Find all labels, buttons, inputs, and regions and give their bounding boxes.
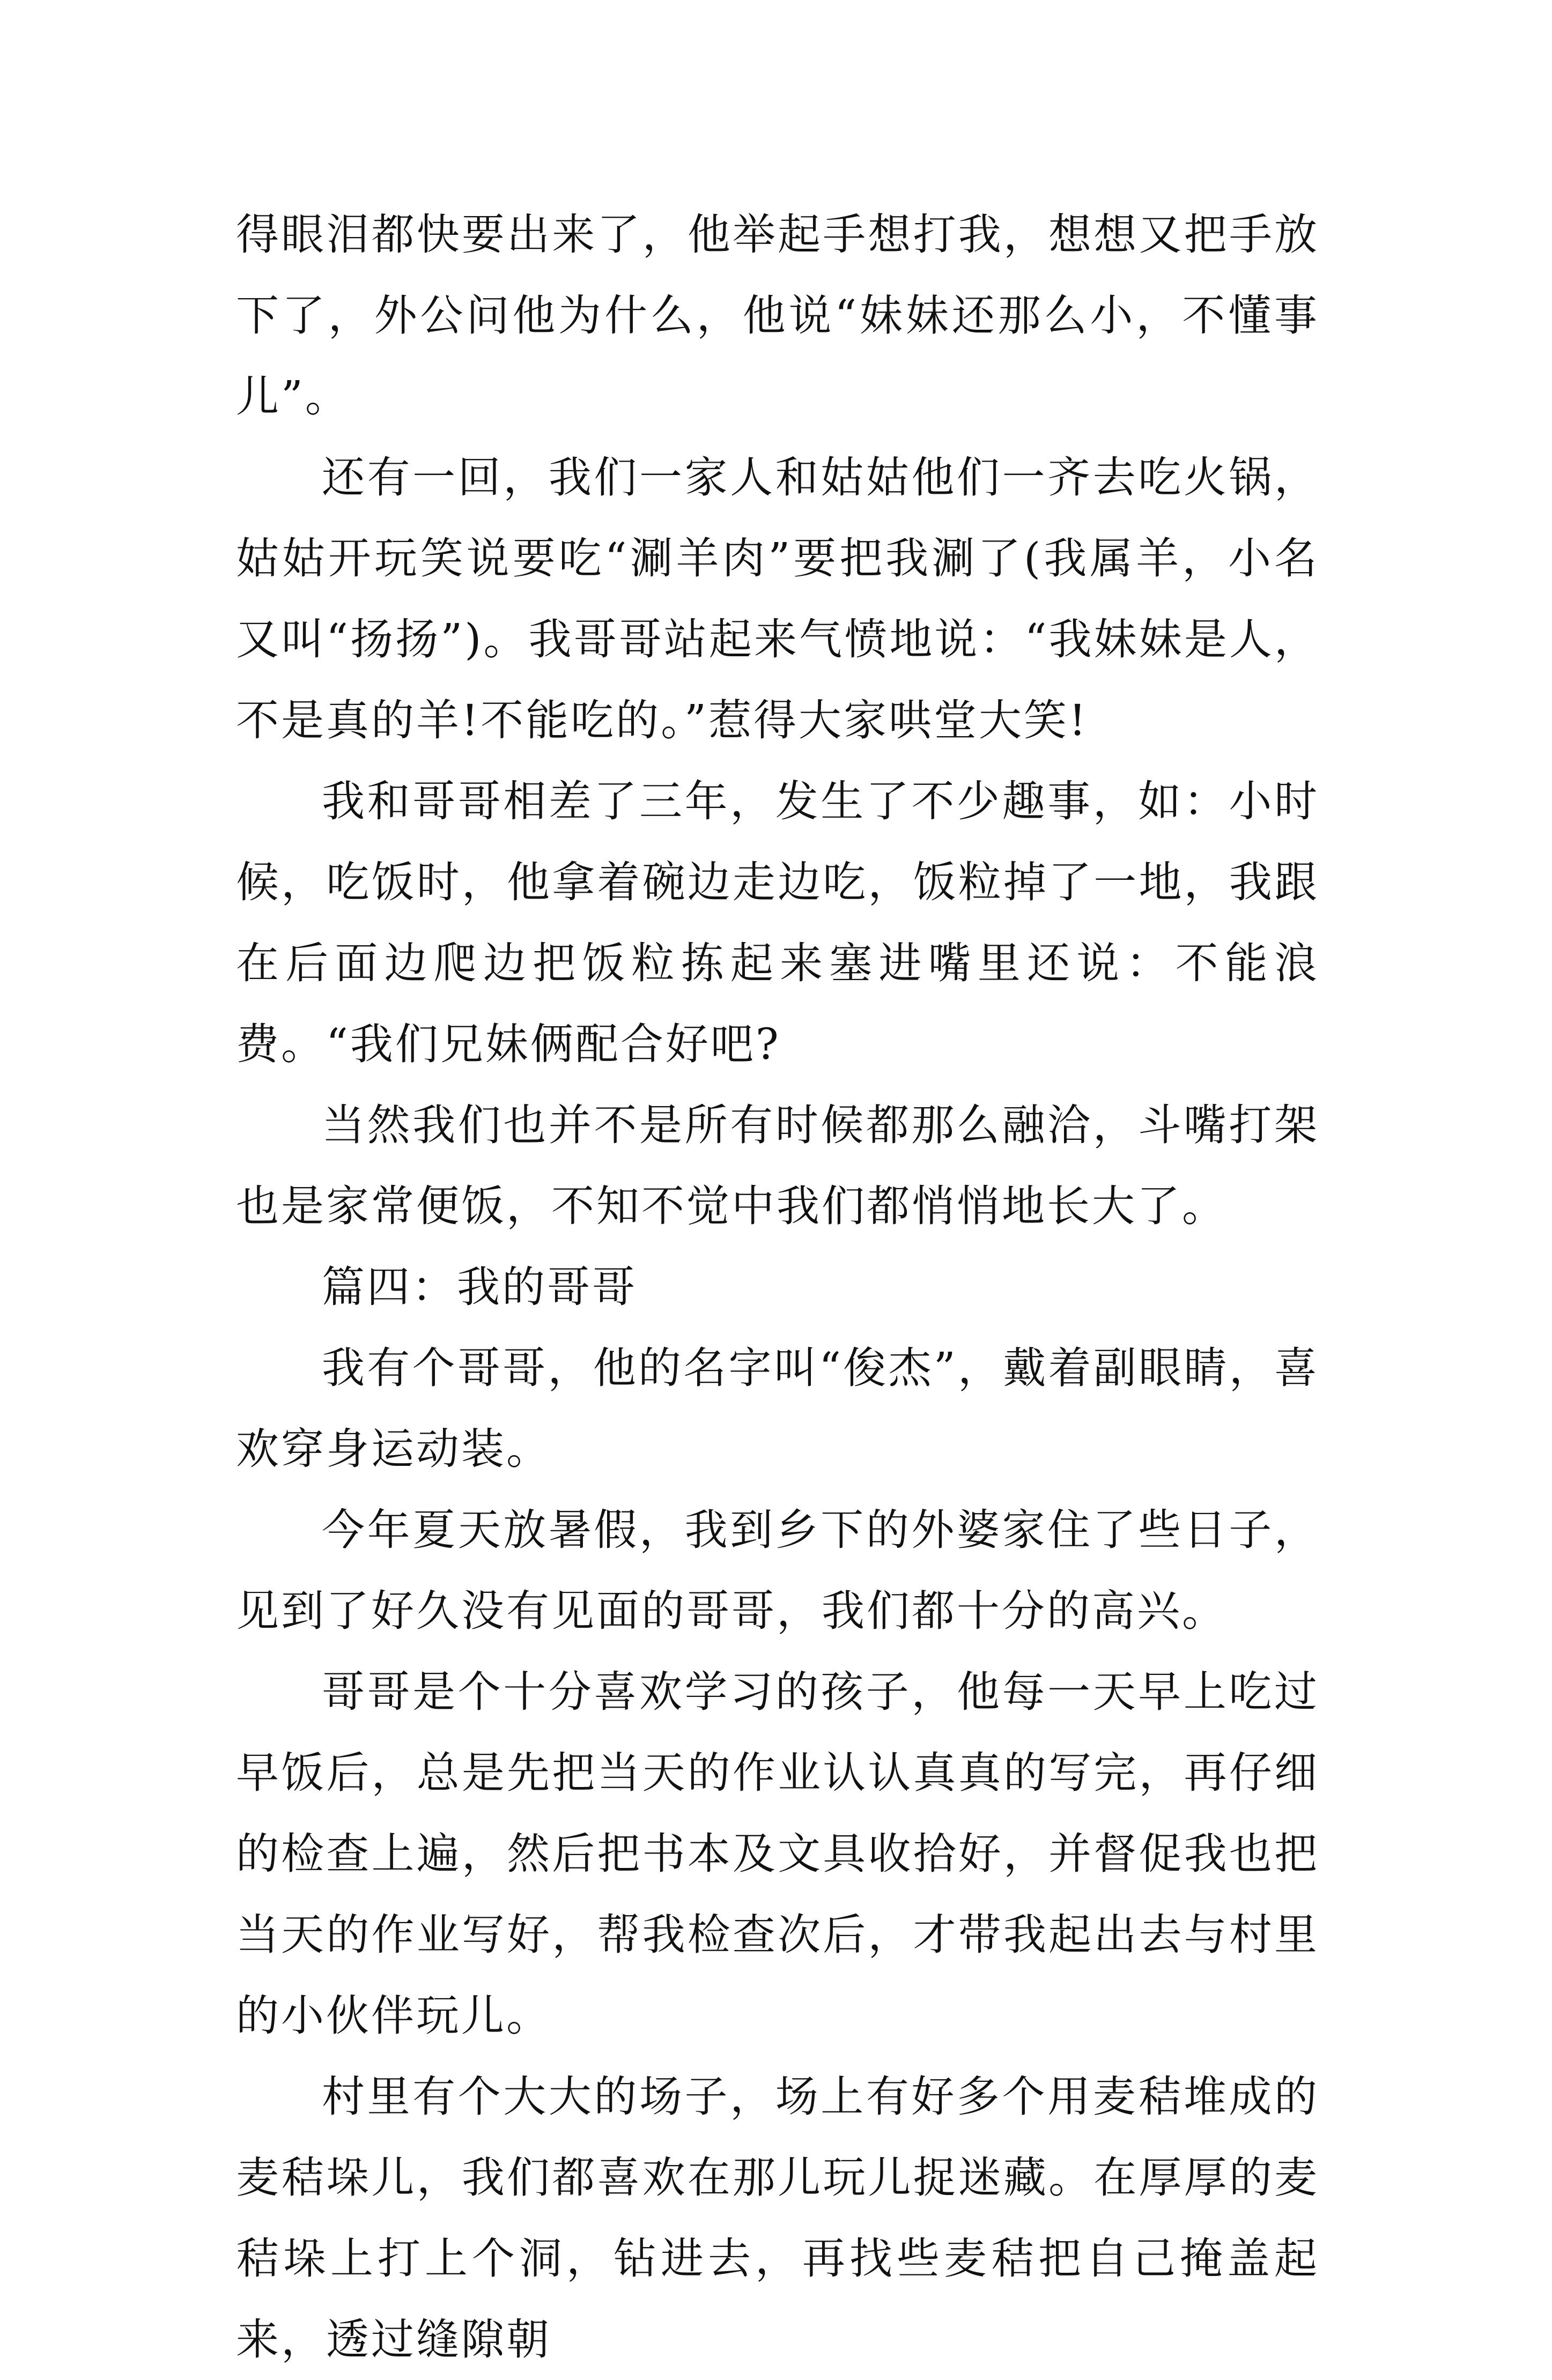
paragraph-childhood: 我和哥哥相差了三年，发生了不少趣事，如：小时候，吃饭时，他拿着碗边走边吃，饭粒掉了一地，我跟在后面边爬边把饭粒拣起来塞进嘴里还说：不能浪费。“我们兄妹俩配合好吧?	[236, 776, 1319, 1069]
paragraph-study: 哥哥是个十分喜欢学习的孩子，他每一天早上吃过早饭后，总是先把当天的作业认认真真的写完，再仔细的检查上遍，然后把书本及文具收拾好，并督促我也把当天的作业写好，帮我检查次后，才带我起出去与村里的小伙伴玩儿。	[236, 1667, 1319, 2041]
paragraph-haystack: 村里有个大大的场子，场上有好多个用麦秸堆成的麦秸垛儿，我们都喜欢在那儿玩儿捉迷藏。在厚厚的麦秸垛上打上个洞，钻进去，再找些麦秸把自己掩盖起来，透过缝隙朝	[236, 2072, 1319, 2364]
paragraph-continuation: 得眼泪都快要出来了，他举起手想打我，想想又把手放下了，外公问他为什么，他说“妹妹还那么小，不懂事儿”。	[236, 210, 1319, 421]
document-body	[236, 194, 1319, 2380]
paragraph-hotpot: 还有一回，我们一家人和姑姑他们一齐去吃火锅，姑姑开玩笑说要吃“涮羊肉”要把我涮了(我属羊，小名又叫“扬扬”)。我哥哥站起来气愤地说：“我妹妹是人，不是真的羊!不能吃的。”惹得大家哄堂大笑!	[236, 453, 1319, 745]
section-heading: 篇四：我的哥哥	[322, 1262, 637, 1312]
paragraph-brother-intro: 我有个哥哥，他的名字叫“俊杰”，戴着副眼睛，喜欢穿身运动装。	[236, 1343, 1319, 1474]
paragraph-growing-up: 当然我们也并不是所有时候都那么融洽，斗嘴打架也是家常便饭，不知不觉中我们都悄悄地长大了。	[236, 1100, 1319, 1231]
paragraph-summer: 今年夏天放暑假，我到乡下的外婆家住了些日子，见到了好久没有见面的哥哥，我们都十分的高兴。	[236, 1505, 1319, 1636]
